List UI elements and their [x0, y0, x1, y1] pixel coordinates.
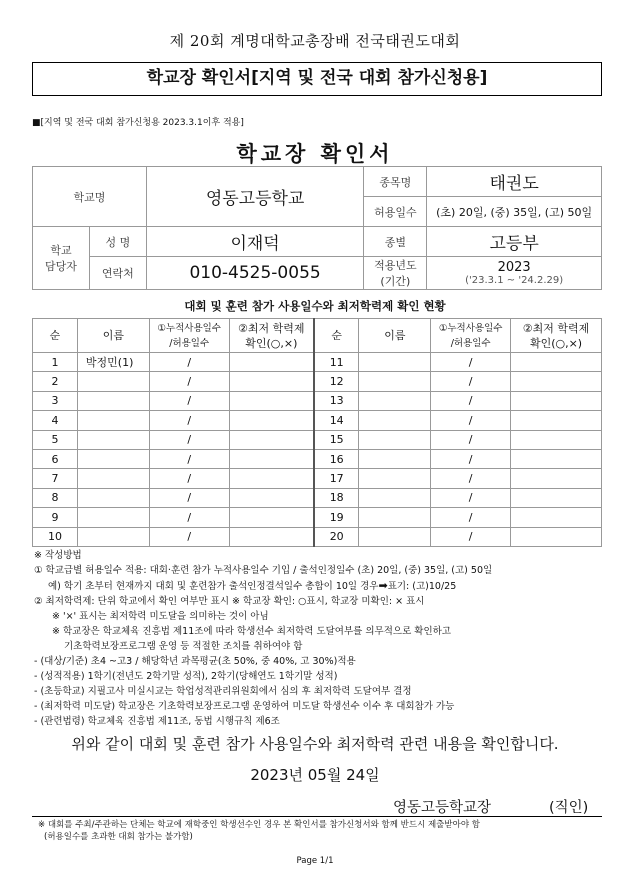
signer-name: 영동고등학교장 — [393, 800, 492, 816]
row-name — [359, 449, 431, 468]
sport-name: 태권도 — [427, 167, 602, 197]
table-row — [33, 430, 602, 449]
row-name — [359, 508, 431, 527]
row-min — [511, 488, 602, 507]
header-min-right-line2: 확인(○,×) — [529, 336, 583, 350]
row-days: / — [149, 449, 229, 468]
row-no: 20 — [314, 527, 359, 546]
instructions — [34, 548, 614, 729]
instruction-line-11: - (관련법령) 학교체육 진흥법 제11조, 동법 시행규칙 제6조 — [34, 716, 280, 727]
row-min — [229, 527, 314, 546]
row-min — [511, 411, 602, 430]
instruction-line-10: - (최저학력 미도달) 학교장은 기초학력보장프로그램 운영하여 미도달 학생선수 이수 후 대회참가 가능 — [34, 701, 455, 712]
row-min — [229, 411, 314, 430]
table-row — [33, 488, 602, 507]
row-no: 19 — [314, 508, 359, 527]
header-min-right-line1: ②최저 학력제 — [522, 321, 590, 335]
row-no: 12 — [314, 372, 359, 391]
instructions-title: ※ 작성방법 — [34, 550, 82, 561]
row-min — [511, 469, 602, 488]
row-no: 16 — [314, 449, 359, 468]
confirmation-statement: 위와 같이 대회 및 훈련 참가 사용일수와 최저학력 관련 내용을 확인합니다. — [71, 735, 559, 753]
row-no: 10 — [33, 527, 78, 546]
sport-label: 종목명 — [364, 167, 427, 197]
row-no: 8 — [33, 488, 78, 507]
row-min — [229, 430, 314, 449]
row-min — [511, 353, 602, 372]
row-no: 15 — [314, 430, 359, 449]
instruction-line-2 — [34, 578, 614, 594]
participant-table — [32, 318, 602, 547]
header-days-line2: /허용일수 — [169, 337, 210, 349]
row-name — [359, 372, 431, 391]
row-days: / — [149, 353, 229, 372]
row-name — [77, 372, 149, 391]
table-row — [33, 391, 602, 410]
row-no: 5 — [33, 430, 78, 449]
instruction-line-3: ② 최저학력제: 단위 학교에서 확인 여부만 표시 ※ 학교장 확인: ○표시, 학교장 미확인: × 표시 — [34, 596, 425, 607]
instruction-line-8: - (성적적용) 1학기(전년도 2학기말 성적), 2학기(당해연도 1학기말 성적) — [34, 671, 338, 682]
row-no: 14 — [314, 411, 359, 430]
row-name — [359, 411, 431, 430]
row-name — [359, 430, 431, 449]
row-days: / — [149, 411, 229, 430]
row-days: / — [431, 391, 511, 410]
row-no: 18 — [314, 488, 359, 507]
header-min-line1: ②최저 학력제 — [238, 321, 305, 335]
section-title: 대회 및 훈련 참가 사용일수와 최저학력제 확인 현황 — [184, 299, 446, 313]
row-no: 17 — [314, 469, 359, 488]
row-days: / — [431, 411, 511, 430]
row-min — [229, 449, 314, 468]
table-row — [33, 353, 602, 372]
header-name-right: 이름 — [359, 319, 431, 353]
school-info-table — [32, 166, 602, 290]
row-no: 9 — [33, 508, 78, 527]
row-min — [511, 508, 602, 527]
table-row — [33, 372, 602, 391]
year-value: 2023 — [497, 260, 531, 275]
row-name — [77, 449, 149, 468]
instruction-line-4: ※ '×' 표시는 최저학력 미도달을 의미하는 것이 아님 — [52, 611, 269, 622]
row-days: / — [431, 488, 511, 507]
row-days: / — [431, 527, 511, 546]
row-days: / — [149, 430, 229, 449]
contact-value: 010-4525-0055 — [146, 257, 364, 290]
instruction-line-2c: 표기: (고)10/25 — [387, 581, 457, 592]
row-days: / — [431, 508, 511, 527]
footer-note-line1: ※ 대회를 주최/주관하는 단체는 학교에 재학중인 학생선수인 경우 본 확인서를 참가신청서와 함께 반드시 제출받아야 함 — [38, 820, 480, 830]
header-min-line2: 확인(○,×) — [245, 336, 298, 350]
school-label: 학교명 — [33, 167, 147, 227]
contact-label: 연락처 — [89, 257, 146, 290]
header-name: 이름 — [77, 319, 149, 353]
instruction-line-5: ※ 학교장은 학교체육 진흥법 제11조에 따라 학생선수 최저학력 도달여부를 의무적으로 확인하고 — [52, 626, 451, 637]
applicable-note: ■[지역 및 전국 대회 참가신청용 2023.3.1이후 적용] — [32, 118, 244, 128]
header-no-right: 순 — [314, 319, 359, 353]
row-no: 11 — [314, 353, 359, 372]
row-min — [511, 372, 602, 391]
row-min — [511, 449, 602, 468]
manager-label-line2: 담당자 — [45, 260, 77, 273]
row-no: 2 — [33, 372, 78, 391]
row-min — [229, 353, 314, 372]
header-days-right — [431, 319, 511, 353]
row-days: / — [431, 430, 511, 449]
row-no: 3 — [33, 391, 78, 410]
row-days: / — [149, 391, 229, 410]
row-name — [77, 430, 149, 449]
row-days: / — [431, 449, 511, 468]
division-label: 종별 — [364, 227, 427, 257]
row-min — [229, 488, 314, 507]
name-label: 성 명 — [89, 227, 146, 257]
instruction-line-9: - (초등학교) 지필고사 미실시교는 학업성적관리위원회에서 심의 후 최저학력 도달여부 결정 — [34, 686, 412, 697]
header-days-right-line2: /허용일수 — [450, 337, 491, 349]
header-min — [229, 319, 314, 353]
row-days: / — [149, 372, 229, 391]
year-label — [364, 257, 427, 290]
header-no: 순 — [33, 319, 78, 353]
year-period: ('23.3.1 ~ '24.2.29) — [465, 275, 564, 286]
row-min — [511, 391, 602, 410]
event-title: 제 20회 계명대학교총장배 전국태권도대회 — [169, 32, 461, 50]
footer-note — [38, 819, 608, 843]
row-name — [359, 469, 431, 488]
row-no: 1 — [33, 353, 78, 372]
row-days: / — [431, 353, 511, 372]
year-cell — [427, 257, 602, 290]
row-min — [511, 430, 602, 449]
table-row — [33, 508, 602, 527]
table-header-row — [33, 319, 602, 353]
allowed-days-value: (초) 20일, (중) 35일, (고) 50일 — [427, 197, 602, 227]
row-name — [359, 353, 431, 372]
header-days-right-line1: ①누적사용일수 — [438, 322, 503, 334]
instruction-line-1 — [34, 563, 614, 578]
page-number: Page 1/1 — [296, 856, 334, 866]
row-name: 박정민(1) — [77, 353, 149, 372]
header-days — [149, 319, 229, 353]
table-row — [33, 527, 602, 546]
year-label-line2: (기간) — [380, 275, 411, 288]
row-days: / — [149, 488, 229, 507]
row-name — [77, 527, 149, 546]
allowed-days-label: 허용일수 — [364, 197, 427, 227]
row-min — [511, 527, 602, 546]
manager-label-line1: 학교 — [50, 244, 72, 257]
row-name — [77, 411, 149, 430]
instruction-line-1a: ① 학교급별 허용일수 적용: 대회·훈련 참가 누적사용일수 기입 / — [34, 565, 300, 576]
manager-name: 이재덕 — [146, 227, 364, 257]
row-name — [359, 488, 431, 507]
row-name — [77, 508, 149, 527]
row-no: 7 — [33, 469, 78, 488]
seal-mark: (직인) — [549, 800, 589, 816]
header-days-line1: ①누적사용일수 — [157, 322, 221, 334]
row-name — [77, 488, 149, 507]
row-name — [359, 391, 431, 410]
table-row — [33, 411, 602, 430]
division-value: 고등부 — [427, 227, 602, 257]
row-no: 6 — [33, 449, 78, 468]
row-no: 4 — [33, 411, 78, 430]
row-min — [229, 508, 314, 527]
divider-line — [32, 816, 602, 817]
instruction-line-7: - (대상/기준) 초4 ~고3 / 해당학년 과목평균(초 50%, 중 40%, 고 30%)적용 — [34, 656, 356, 667]
instruction-line-1b: 출석인정일수 (초) 20일, (중) 35일, (고) 50일 — [299, 565, 493, 576]
main-title: 학교장 확인서 — [236, 142, 394, 166]
row-min — [229, 469, 314, 488]
row-days: / — [431, 372, 511, 391]
row-name — [359, 527, 431, 546]
document-title: 학교장 확인서[지역 및 전국 대회 참가신청용] — [32, 62, 602, 96]
year-label-line1: 적용년도 — [374, 259, 417, 272]
row-days: / — [149, 508, 229, 527]
manager-label — [33, 227, 90, 290]
table-row — [33, 469, 602, 488]
instruction-line-2a: 예) 학기 초부터 현재까지 대회 및 훈련참가 출석인정결석일수 총합이 10일 경우 — [48, 581, 379, 592]
row-days: / — [149, 469, 229, 488]
header-min-right — [511, 319, 602, 353]
row-min — [229, 391, 314, 410]
row-days: / — [431, 469, 511, 488]
row-name — [77, 391, 149, 410]
footer-note-line2: (허용일수를 초과한 대회 참가는 불가함) — [44, 832, 193, 842]
table-row — [33, 449, 602, 468]
row-min — [229, 372, 314, 391]
row-days: / — [149, 527, 229, 546]
arrow-icon: ➡ — [378, 579, 388, 592]
row-name — [77, 469, 149, 488]
instruction-line-6: 기초학력보장프로그램 운영 등 적절한 조치를 취하여야 함 — [64, 641, 303, 652]
school-name: 영동고등학교 — [146, 167, 364, 227]
confirmation-date: 2023년 05월 24일 — [250, 766, 380, 784]
row-no: 13 — [314, 391, 359, 410]
